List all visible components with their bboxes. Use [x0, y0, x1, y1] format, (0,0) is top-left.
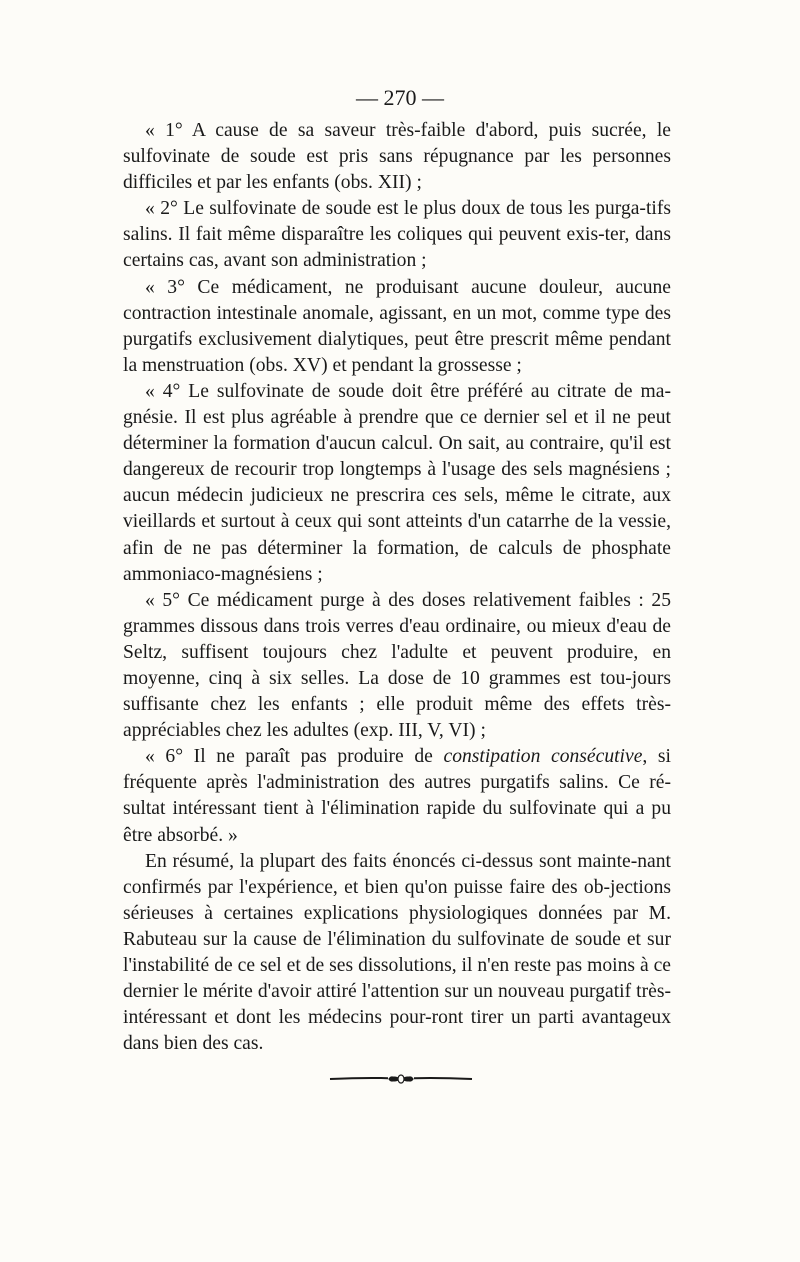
paragraph-text: « 5° Ce médicament purge à des doses relativement faibles : 25 grammes dissous dans trois verres d'eau ordinaire, ou mieux d'eau de Seltz, suffisent toujours chez l'adulte et peuvent produire, en moyenne, cinq à six selles. La dose de 10 grammes est tou-jours suffisante chez les enfants ; elle produit même des effets très-appréciables chez les adultes (exp. III, V, VI) ; [123, 589, 671, 742]
paragraph-p3 [123, 275, 671, 379]
paragraph-text: , si fréquente après l'administration des autres purgatifs salins. Ce ré-sultat intéressant tient à l'élimination rapide du sulfovinate qui a pu être absorbé. » [123, 746, 672, 846]
paragraph-text: « 4° Le sulfovinate de soude doit être préféré au citrate de ma-gnésie. Il est plus agréable à prendre que ce dernier sel et il ne peut déterminer la formation d'aucun calcul. On sait, au contraire, qu'il est dangereux de recourir trop longtemps à l'usage des sels magnésiens ; aucun médecin judicieux ne prescrira ces sels, même le citrate, aux vieillards et surtout à ceux qui sont atteints d'un catarrhe de la vessie, afin de ne pas déterminer la formation, de calculs de phosphate ammoniaco-magnésiens ; [123, 380, 671, 585]
tailpiece-ornament-icon [328, 1072, 474, 1086]
paragraph-p6 [123, 744, 671, 848]
body-text [123, 118, 671, 1057]
paragraph-text: « 1° A cause de sa saveur très-faible d'abord, puis sucrée, le sulfovinate de soude est pris sans répugnance par les personnes difficiles et par les enfants (obs. XII) ; [123, 120, 671, 194]
paragraph-text: « 6° Il ne paraît pas produire de [145, 746, 444, 768]
paragraph-p1 [123, 118, 671, 196]
page-number: — 270 — [356, 85, 444, 110]
paragraph-p4 [123, 379, 671, 588]
italic-phrase: constipation consécutive [443, 746, 643, 768]
paragraph-text: « 3° Ce médicament, ne produisant aucune douleur, aucune contraction intestinale anomale, agissant, en un mot, comme type des purgatifs exclusivement dialytiques, peut être prescrit même pendant la menstruation (obs. XV) et pendant la grossesse ; [123, 276, 671, 376]
paragraph-p2 [123, 196, 671, 274]
paragraph-p5 [123, 588, 671, 745]
paragraph-p7 [123, 849, 671, 1058]
paragraph-text: En résumé, la plupart des faits énoncés ci-dessus sont mainte-nant confirmés par l'expérience, et bien qu'on puisse faire des ob-jections sérieuses à certaines explications physiologiques données par M. Rabuteau sur la cause de l'élimination du sulfovinate de soude et sur l'instabilité de ce sel et de ses dissolutions, il n'en reste pas moins à ce dernier le mérite d'avoir attiré l'attention sur un nouveau purgatif très-intéressant et dont les médecins pour-ront tirer un parti avantageux dans bien des cas. [123, 850, 671, 1055]
paragraph-text: « 2° Le sulfovinate de soude est le plus doux de tous les purga-tifs salins. Il fait même disparaître les coliques qui peuvent exis-ter, dans certains cas, avant son administration ; [123, 198, 671, 272]
